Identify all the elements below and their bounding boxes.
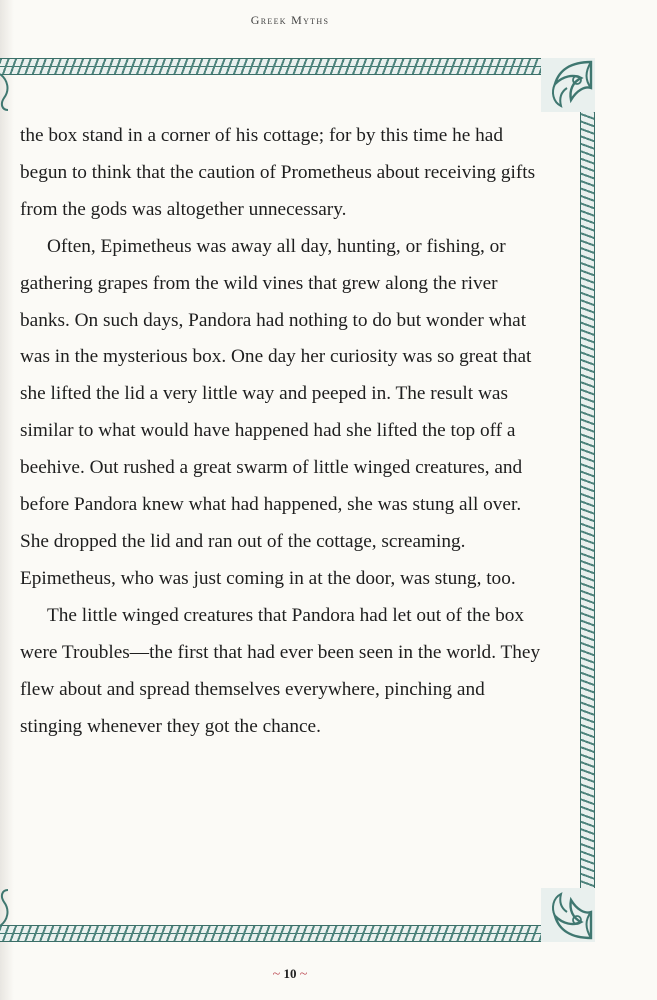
page-number: 10 xyxy=(283,966,297,981)
acanthus-corner-ornament-icon xyxy=(541,888,595,942)
left-ornament: ~ xyxy=(272,967,281,982)
acanthus-corner-ornament-icon xyxy=(541,58,595,112)
rope-border-right xyxy=(580,58,595,942)
paragraph: The little winged creatures that Pandora had let out of the box were Troubles—the first that had ever been seen in the world. They flew about and spread themselves everywhere, pinching and stinging whenever they got the chance. xyxy=(20,604,541,737)
page-number-footer xyxy=(0,966,580,983)
rope-border-bottom xyxy=(0,925,593,942)
right-ornament: ~ xyxy=(299,967,308,982)
paragraph: Often, Epimetheus was away all day, hunting, or fishing, or gathering grapes from the wild vines that grew along the river banks. On such days, Pandora had nothing to do but wonder what was in the mysterious box. One day her curiosity was so great that she lifted the lid a very little way and peeped in. The result was similar to what would have happened had she lifted the top off a beehive. Out rushed a great swarm of little winged creatures, and before Pandora knew what had happened, she was stung all over. She dropped the lid and ran out of the cottage, screaming. Epimetheus, who was just coming in at the door, was stung, too. xyxy=(20,235,532,589)
rope-border-top xyxy=(0,58,593,75)
scroll-curl-ornament-icon xyxy=(0,72,12,112)
scroll-curl-ornament-icon xyxy=(0,888,12,928)
paragraph: the box stand in a corner of his cottage; for by this time he had begun to think that the caution of Prometheus about receiving gifts from the gods was altogether unnecessary. xyxy=(20,125,536,220)
running-head: Greek Myths xyxy=(250,13,330,27)
body-text xyxy=(20,118,545,745)
